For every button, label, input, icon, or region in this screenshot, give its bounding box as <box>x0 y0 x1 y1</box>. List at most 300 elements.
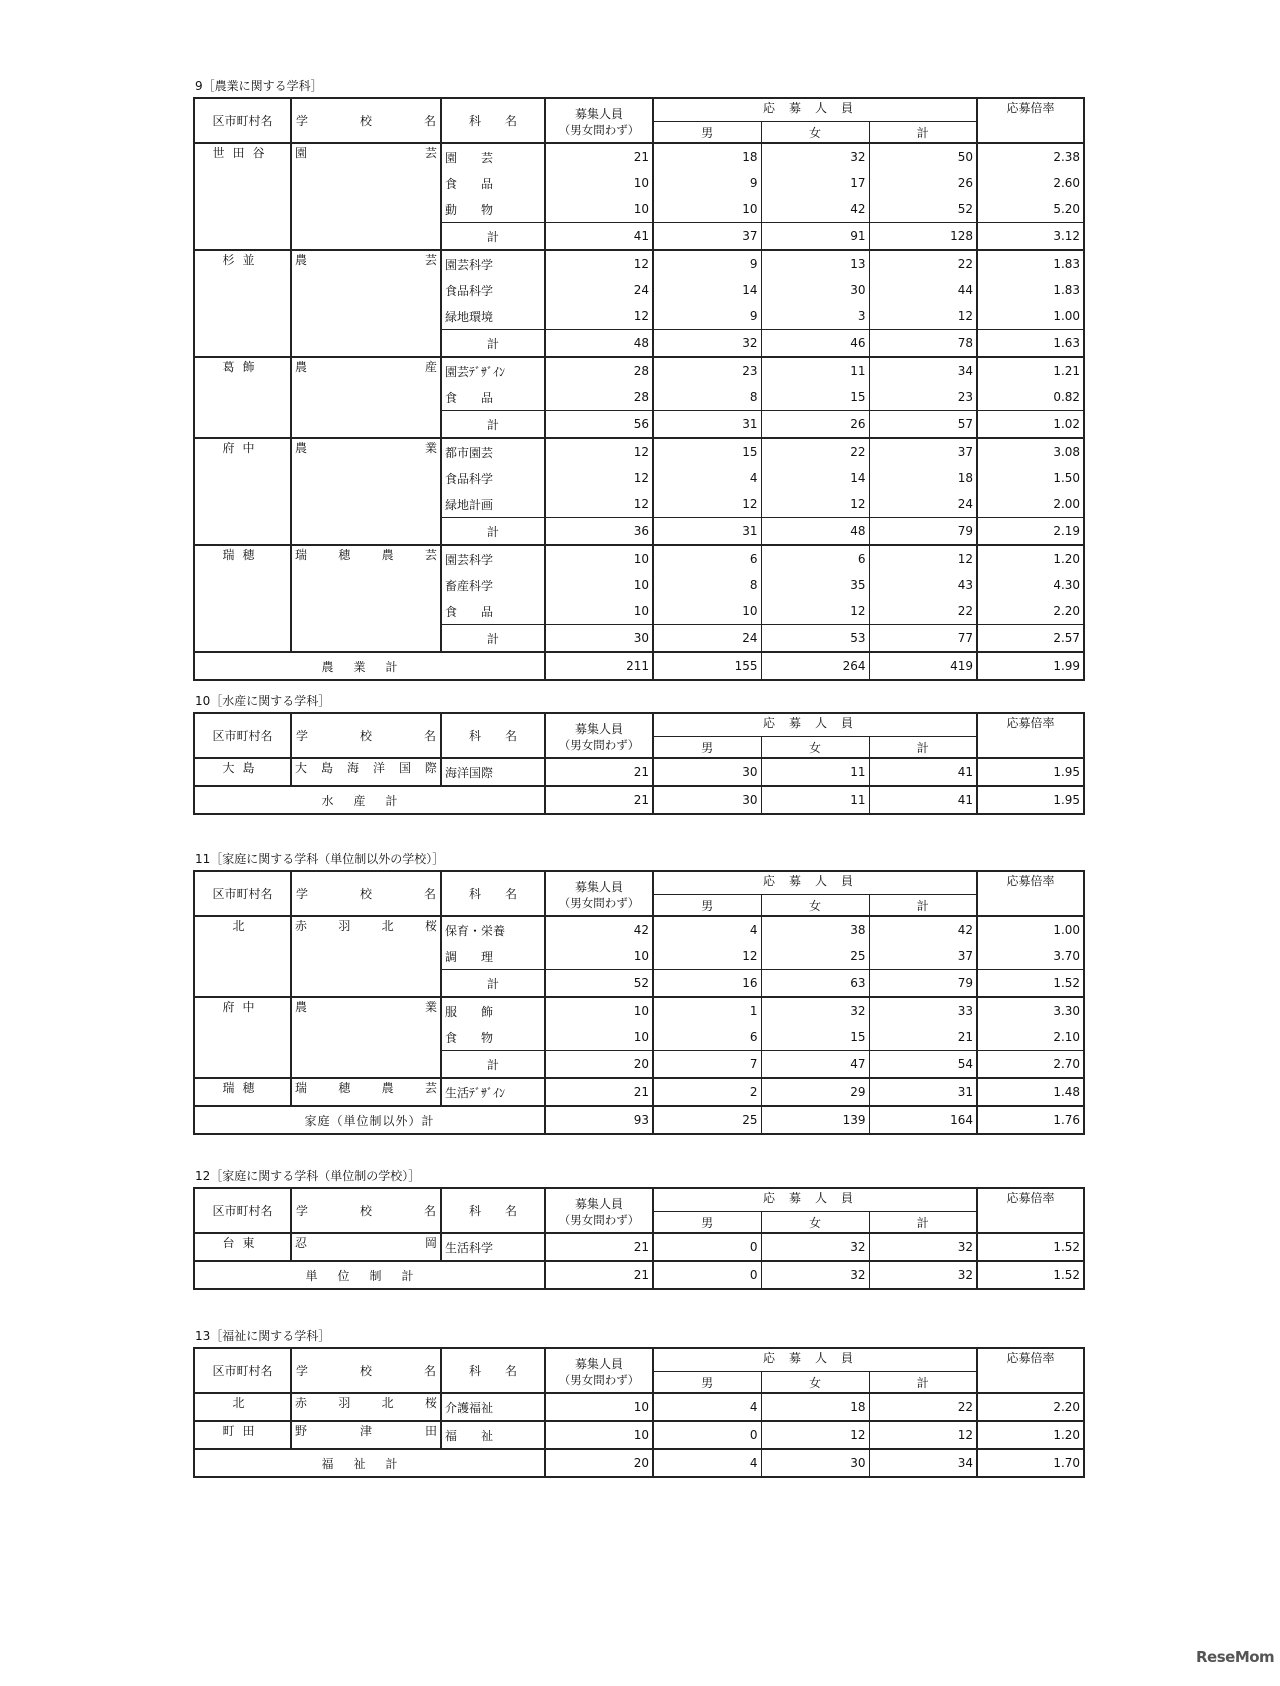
school-name <box>295 251 437 268</box>
header-male: 男 <box>653 737 761 759</box>
quota-cell: 21 <box>545 1078 653 1106</box>
school-cell <box>291 357 441 438</box>
rate-cell: 2.10 <box>977 1024 1084 1051</box>
quota-cell: 56 <box>545 411 653 439</box>
header-male: 男 <box>653 122 761 144</box>
grand-rate: 1.52 <box>977 1261 1084 1289</box>
grand-total: 34 <box>869 1449 977 1477</box>
female-cell: 12 <box>761 598 869 625</box>
rate-cell: 1.52 <box>977 970 1084 998</box>
grand-male: 0 <box>653 1261 761 1289</box>
male-cell: 6 <box>653 545 761 572</box>
data-table <box>193 1187 1085 1290</box>
header-school-label <box>295 1362 437 1379</box>
table-row <box>194 250 1084 277</box>
department-name-char: 品 <box>480 176 493 191</box>
female-cell: 38 <box>761 916 869 943</box>
female-cell: 11 <box>761 357 869 384</box>
school-name-char: 赤 <box>295 919 308 933</box>
table-row <box>194 916 1084 943</box>
grand-total: 419 <box>869 652 977 680</box>
header-rate: 応募倍率 <box>977 1188 1084 1233</box>
department-cell <box>441 170 545 196</box>
quota-cell: 10 <box>545 1024 653 1051</box>
subtotal-label: 計 <box>441 1051 545 1079</box>
header-female: 女 <box>761 1212 869 1234</box>
male-cell: 24 <box>653 625 761 653</box>
female-cell: 12 <box>761 1421 869 1449</box>
school-name-char: 際 <box>424 761 437 775</box>
school-name-char: 瑞 <box>295 548 308 562</box>
school-cell <box>291 758 441 786</box>
total-cell: 31 <box>869 1078 977 1106</box>
header-department <box>441 871 545 916</box>
header-department <box>441 98 545 143</box>
total-cell: 12 <box>869 1421 977 1449</box>
municipality-cell: 瑞穂 <box>194 545 291 652</box>
header-school-label-char: 学 <box>296 1364 309 1378</box>
total-cell: 57 <box>869 411 977 439</box>
header-school-label-char: 学 <box>296 114 309 128</box>
header-female: 女 <box>761 895 869 917</box>
header-quota-note: （男女問わず） <box>545 737 653 759</box>
header-quota: 募集人員 <box>545 871 653 895</box>
female-cell: 32 <box>761 143 869 170</box>
grand-total-label: 水産計 <box>194 786 545 814</box>
header-quota-note: （男女問わず） <box>545 895 653 917</box>
rate-cell: 1.63 <box>977 330 1084 358</box>
school-cell <box>291 250 441 357</box>
total-cell: 37 <box>869 438 977 465</box>
header-school-label-char: 校 <box>359 1364 372 1378</box>
total-cell: 52 <box>869 196 977 223</box>
school-cell <box>291 916 441 997</box>
quota-cell: 21 <box>545 1233 653 1261</box>
school-name-char: 園 <box>295 146 308 160</box>
female-cell: 47 <box>761 1051 869 1079</box>
school-name-char: 国 <box>398 761 411 775</box>
table-row <box>194 143 1084 170</box>
rate-cell: 1.00 <box>977 303 1084 330</box>
quota-cell: 10 <box>545 170 653 196</box>
header-applicants: 応募人員 <box>653 1188 977 1212</box>
school-cell <box>291 438 441 545</box>
department-cell: 介護福祉 <box>441 1393 545 1421</box>
male-cell: 18 <box>653 143 761 170</box>
quota-cell: 10 <box>545 1393 653 1421</box>
female-cell: 91 <box>761 223 869 251</box>
quota-cell: 12 <box>545 491 653 518</box>
department-name-char: 福 <box>445 1428 458 1443</box>
section-title: 10［水産に関する学科］ <box>195 694 331 708</box>
department-cell <box>441 196 545 223</box>
rate-cell: 1.50 <box>977 465 1084 491</box>
female-cell: 25 <box>761 943 869 970</box>
total-cell: 22 <box>869 598 977 625</box>
school-name-char: 忍 <box>295 1236 308 1250</box>
grand-rate: 1.76 <box>977 1106 1084 1134</box>
school-name-char: 農 <box>295 1000 308 1014</box>
subtotal-label: 計 <box>441 223 545 251</box>
department-name <box>445 389 493 406</box>
quota-cell: 21 <box>545 143 653 170</box>
grand-male: 4 <box>653 1449 761 1477</box>
male-cell: 10 <box>653 598 761 625</box>
quota-cell: 41 <box>545 223 653 251</box>
school-name <box>295 1234 437 1251</box>
total-cell: 23 <box>869 384 977 411</box>
header-school-label <box>295 1202 437 1219</box>
department-name <box>445 1029 493 1046</box>
data-table <box>193 97 1085 681</box>
female-cell: 63 <box>761 970 869 998</box>
male-cell: 37 <box>653 223 761 251</box>
total-cell: 24 <box>869 491 977 518</box>
school-name-char: 穂 <box>338 1081 351 1095</box>
rate-cell: 1.83 <box>977 250 1084 277</box>
male-cell: 8 <box>653 384 761 411</box>
header-school-label-char: 学 <box>296 729 309 743</box>
department-name-char: 食 <box>445 604 458 619</box>
quota-cell: 52 <box>545 970 653 998</box>
department-cell: 生活科学 <box>441 1233 545 1261</box>
header-quota: 募集人員 <box>545 1348 653 1372</box>
header-school-label-char: 名 <box>423 887 436 901</box>
female-cell: 32 <box>761 1233 869 1261</box>
female-cell: 6 <box>761 545 869 572</box>
male-cell: 15 <box>653 438 761 465</box>
department-cell: 園芸科学 <box>441 545 545 572</box>
header-total: 計 <box>869 895 977 917</box>
header-municipality: 区市町村名 <box>194 1188 291 1233</box>
section-title: 12［家庭に関する学科（単位制の学校）］ <box>195 1169 421 1183</box>
header-school <box>291 1348 441 1393</box>
header-school <box>291 871 441 916</box>
total-cell: 79 <box>869 518 977 546</box>
grand-total: 41 <box>869 786 977 814</box>
total-cell: 18 <box>869 465 977 491</box>
male-cell: 0 <box>653 1421 761 1449</box>
grand-female: 264 <box>761 652 869 680</box>
total-cell: 78 <box>869 330 977 358</box>
school-name <box>295 998 437 1015</box>
grand-total-label: 家庭（単位制以外）計 <box>194 1106 545 1134</box>
school-name <box>295 358 437 375</box>
male-cell: 8 <box>653 572 761 598</box>
quota-cell: 48 <box>545 330 653 358</box>
male-cell: 9 <box>653 303 761 330</box>
department-cell: 都市園芸 <box>441 438 545 465</box>
female-cell: 3 <box>761 303 869 330</box>
department-name-char: 食 <box>445 176 458 191</box>
quota-cell: 12 <box>545 250 653 277</box>
table-row <box>194 1078 1084 1106</box>
grand-total-row <box>194 1106 1084 1134</box>
rate-cell: 2.19 <box>977 518 1084 546</box>
department-name-char: 物 <box>480 1030 493 1045</box>
department-cell: 保育・栄養 <box>441 916 545 943</box>
grand-rate: 1.70 <box>977 1449 1084 1477</box>
school-cell <box>291 1078 441 1106</box>
school-cell <box>291 1393 441 1421</box>
header-rate: 応募倍率 <box>977 98 1084 143</box>
male-cell: 32 <box>653 330 761 358</box>
municipality-cell: 葛飾 <box>194 357 291 438</box>
school-name-char: 芸 <box>424 146 437 160</box>
department-name <box>445 175 493 192</box>
header-department <box>441 1188 545 1233</box>
female-cell: 53 <box>761 625 869 653</box>
female-cell: 26 <box>761 411 869 439</box>
female-cell: 32 <box>761 997 869 1024</box>
rate-cell: 1.00 <box>977 916 1084 943</box>
school-name-char: 北 <box>381 1396 394 1410</box>
header-school-label-char: 名 <box>423 729 436 743</box>
department-name-char: 理 <box>480 949 493 964</box>
subtotal-label: 計 <box>441 518 545 546</box>
header-rate: 応募倍率 <box>977 1348 1084 1393</box>
school-name-char: 芸 <box>424 548 437 562</box>
female-cell: 11 <box>761 758 869 786</box>
header-rate: 応募倍率 <box>977 871 1084 916</box>
school-name <box>295 917 437 934</box>
male-cell: 0 <box>653 1233 761 1261</box>
female-cell: 46 <box>761 330 869 358</box>
section-10 <box>193 693 1083 815</box>
male-cell: 14 <box>653 277 761 303</box>
total-cell: 21 <box>869 1024 977 1051</box>
table-row <box>194 1233 1084 1261</box>
header-school-label-char: 校 <box>359 729 372 743</box>
header-female: 女 <box>761 737 869 759</box>
header-department-label: 科 名 <box>468 114 517 128</box>
school-name <box>295 759 437 776</box>
department-cell: 緑地環境 <box>441 303 545 330</box>
department-name-char: 食 <box>445 1030 458 1045</box>
male-cell: 9 <box>653 250 761 277</box>
school-name-char: 穂 <box>338 548 351 562</box>
quota-cell: 12 <box>545 303 653 330</box>
table-row <box>194 438 1084 465</box>
male-cell: 31 <box>653 411 761 439</box>
male-cell: 9 <box>653 170 761 196</box>
rate-cell: 2.38 <box>977 143 1084 170</box>
grand-total-row <box>194 1449 1084 1477</box>
header-applicants: 応募人員 <box>653 98 977 122</box>
header-quota: 募集人員 <box>545 713 653 737</box>
rate-cell: 3.70 <box>977 943 1084 970</box>
school-name-char: 農 <box>295 441 308 455</box>
quota-cell: 10 <box>545 1421 653 1449</box>
rate-cell: 1.21 <box>977 357 1084 384</box>
header-municipality: 区市町村名 <box>194 871 291 916</box>
female-cell: 30 <box>761 277 869 303</box>
school-cell <box>291 1233 441 1261</box>
rate-cell: 2.60 <box>977 170 1084 196</box>
school-name-char: 赤 <box>295 1396 308 1410</box>
table-row <box>194 758 1084 786</box>
municipality-cell: 瑞穂 <box>194 1078 291 1106</box>
header-school-label-char: 学 <box>296 887 309 901</box>
department-name-char: 飾 <box>480 1004 493 1019</box>
grand-male: 30 <box>653 786 761 814</box>
total-cell: 54 <box>869 1051 977 1079</box>
header-department <box>441 1348 545 1393</box>
rate-cell: 2.00 <box>977 491 1084 518</box>
data-table <box>193 712 1085 815</box>
school-name-char: 芸 <box>424 253 437 267</box>
header-applicants: 応募人員 <box>653 713 977 737</box>
table-row <box>194 357 1084 384</box>
grand-rate: 1.99 <box>977 652 1084 680</box>
department-cell <box>441 384 545 411</box>
header-quota: 募集人員 <box>545 1188 653 1212</box>
rate-cell: 3.12 <box>977 223 1084 251</box>
department-name-char: 品 <box>480 604 493 619</box>
department-name <box>445 948 493 965</box>
quota-cell: 10 <box>545 545 653 572</box>
header-department <box>441 713 545 758</box>
school-name-char: 農 <box>295 253 308 267</box>
department-name <box>445 1003 493 1020</box>
header-school <box>291 1188 441 1233</box>
female-cell: 42 <box>761 196 869 223</box>
total-cell: 41 <box>869 758 977 786</box>
header-school-label-char: 校 <box>359 1204 372 1218</box>
total-cell: 37 <box>869 943 977 970</box>
department-cell: 畜産科学 <box>441 572 545 598</box>
grand-total-label: 単位制計 <box>194 1261 545 1289</box>
quota-cell: 10 <box>545 196 653 223</box>
header-school-label-char: 名 <box>423 1204 436 1218</box>
grand-quota: 93 <box>545 1106 653 1134</box>
school-name-char: 野 <box>295 1424 308 1438</box>
department-name-char: 食 <box>445 390 458 405</box>
school-name-char: 産 <box>424 360 437 374</box>
header-school-label-char: 校 <box>359 887 372 901</box>
header-total: 計 <box>869 1372 977 1394</box>
municipality-cell: 大島 <box>194 758 291 786</box>
data-table <box>193 870 1085 1135</box>
department-name-char: 調 <box>445 949 458 964</box>
municipality-cell: 台東 <box>194 1233 291 1261</box>
grand-quota: 20 <box>545 1449 653 1477</box>
table-row <box>194 997 1084 1024</box>
department-name-char: 動 <box>445 202 458 217</box>
school-name <box>295 1394 437 1411</box>
rate-cell: 3.30 <box>977 997 1084 1024</box>
male-cell: 31 <box>653 518 761 546</box>
header-applicants: 応募人員 <box>653 1348 977 1372</box>
department-cell: 生活ﾃﾞｻﾞｲﾝ <box>441 1078 545 1106</box>
header-school-label <box>295 727 437 744</box>
section-11 <box>193 851 1083 1135</box>
department-name <box>445 149 493 166</box>
header-school-label-char: 名 <box>423 114 436 128</box>
section-9 <box>193 78 1083 681</box>
female-cell: 17 <box>761 170 869 196</box>
school-name-char: 海 <box>346 761 359 775</box>
subtotal-label: 計 <box>441 411 545 439</box>
department-cell: 園芸科学 <box>441 250 545 277</box>
municipality-cell: 世田谷 <box>194 143 291 250</box>
school-cell <box>291 1421 441 1449</box>
quota-cell: 24 <box>545 277 653 303</box>
quota-cell: 10 <box>545 943 653 970</box>
male-cell: 4 <box>653 916 761 943</box>
quota-cell: 42 <box>545 916 653 943</box>
total-cell: 33 <box>869 997 977 1024</box>
grand-male: 155 <box>653 652 761 680</box>
school-name-char: 芸 <box>424 1081 437 1095</box>
grand-rate: 1.95 <box>977 786 1084 814</box>
department-name-char: 芸 <box>480 150 493 165</box>
total-cell: 22 <box>869 1393 977 1421</box>
grand-total-label: 農業計 <box>194 652 545 680</box>
rate-cell: 1.83 <box>977 277 1084 303</box>
subtotal-label: 計 <box>441 970 545 998</box>
department-cell: 園芸ﾃﾞｻﾞｲﾝ <box>441 357 545 384</box>
subtotal-label: 計 <box>441 625 545 653</box>
municipality-cell: 北 <box>194 916 291 997</box>
female-cell: 15 <box>761 384 869 411</box>
school-name-char: 島 <box>320 761 333 775</box>
grand-total-row <box>194 786 1084 814</box>
department-name-char: 園 <box>445 150 458 165</box>
header-school-label-char: 名 <box>423 1364 436 1378</box>
total-cell: 22 <box>869 250 977 277</box>
school-name-char: 洋 <box>372 761 385 775</box>
header-municipality: 区市町村名 <box>194 713 291 758</box>
total-cell: 26 <box>869 170 977 196</box>
table-row <box>194 1393 1084 1421</box>
header-male: 男 <box>653 1372 761 1394</box>
male-cell: 7 <box>653 1051 761 1079</box>
header-applicants: 応募人員 <box>653 871 977 895</box>
header-school-label-char: 校 <box>359 114 372 128</box>
header-quota-note: （男女問わず） <box>545 122 653 144</box>
data-table <box>193 1347 1085 1478</box>
total-cell: 79 <box>869 970 977 998</box>
quota-cell: 10 <box>545 598 653 625</box>
header-total: 計 <box>869 122 977 144</box>
header-department-label: 科 名 <box>468 887 517 901</box>
department-cell <box>441 1024 545 1051</box>
rate-cell: 1.20 <box>977 545 1084 572</box>
header-female: 女 <box>761 1372 869 1394</box>
male-cell: 1 <box>653 997 761 1024</box>
section-13 <box>193 1328 1083 1478</box>
header-quota: 募集人員 <box>545 98 653 122</box>
header-department-label: 科 名 <box>468 1364 517 1378</box>
school-name-char: 瑞 <box>295 1081 308 1095</box>
department-cell <box>441 943 545 970</box>
female-cell: 18 <box>761 1393 869 1421</box>
section-12 <box>193 1168 1083 1290</box>
header-male: 男 <box>653 1212 761 1234</box>
department-name-char: 服 <box>445 1004 458 1019</box>
quota-cell: 21 <box>545 758 653 786</box>
total-cell: 34 <box>869 357 977 384</box>
female-cell: 12 <box>761 491 869 518</box>
section-title: 13［福祉に関する学科］ <box>195 1329 331 1343</box>
quota-cell: 28 <box>545 384 653 411</box>
school-name <box>295 546 437 563</box>
department-cell: 食品科学 <box>441 465 545 491</box>
school-name-char: 北 <box>381 919 394 933</box>
resemom-logo: ReseMom <box>1196 1648 1275 1666</box>
school-name <box>295 144 437 161</box>
